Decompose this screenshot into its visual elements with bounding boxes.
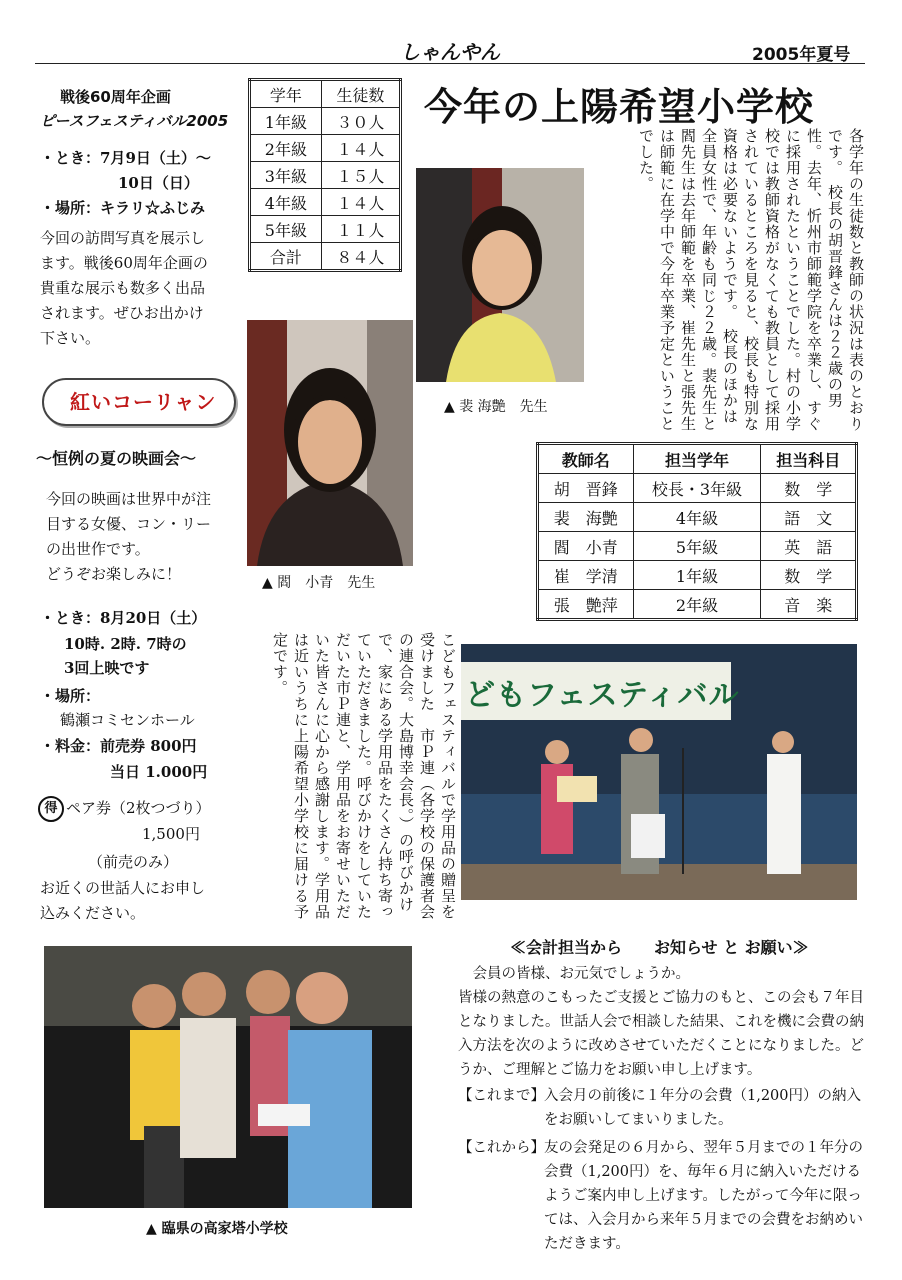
subject-cell: 数 学 xyxy=(761,561,857,590)
grade-cell: 1年級 xyxy=(633,561,761,590)
stage-banner-text: どもフェスティバル xyxy=(465,678,740,713)
festival-article: こどもフェスティバルで学用品の贈呈を受けました 市Ｐ連（各学校の保護者会の連合会。大島博幸会長。）の呼びかけで、家にある学用品をたくさん持ち寄っていただきました。呼びかけをしていただいた市Ｐ連と、学用品をお寄せいただいた皆さんに心から感謝します。学用品は近いうちに上陽希望小学校に届ける予定です。 xyxy=(271,632,457,920)
teachers-header-subject: 担当科目 xyxy=(761,444,857,474)
movie-place: 鶴瀬コミセンホール xyxy=(60,711,195,729)
name-cell: 裴 海艶 xyxy=(538,503,634,532)
table-row xyxy=(538,590,857,620)
newsletter-name: しゃんやん xyxy=(400,40,500,64)
movie-pair-price: 1,500円 xyxy=(142,825,200,843)
table-row xyxy=(250,162,401,189)
notice-title: ≪会計担当から お知らせ と お願い≫ xyxy=(510,938,809,957)
grade-cell: 2年級 xyxy=(633,590,761,620)
photo-yan-teacher xyxy=(247,320,413,566)
notice-after-text: 友の会発足の６月から、翌年５月までの１年分の会費（1,200円）を、毎年６月に納入いただけるようご案内申し上げます。したがって今年に限っては、入会月から来年５月までの会費をお納めいただきます。 xyxy=(544,1140,863,1252)
grade-cell: 4年級 xyxy=(633,503,761,532)
movie-when: ・とき：8月20日（土） xyxy=(40,609,207,627)
movie-apply: お近くの世話人にお申し 込みください。 xyxy=(40,879,206,922)
caption-yan: ▲ 閻 小青 先生 xyxy=(262,575,376,591)
movie-fee-door: 当日 1.000円 xyxy=(110,763,208,781)
grade-cell: 2年級 xyxy=(250,135,322,162)
name-cell: 胡 晋鋒 xyxy=(538,474,634,503)
students-table xyxy=(248,78,402,272)
table-row xyxy=(538,532,857,561)
peace-place: ・場所：キラリ☆ふじみ xyxy=(40,199,206,217)
count-cell: ３０人 xyxy=(321,108,400,135)
subject-cell: 語 文 xyxy=(761,503,857,532)
count-cell: １４人 xyxy=(321,135,400,162)
table-row xyxy=(250,108,401,135)
grade-cell: 3年級 xyxy=(250,162,322,189)
students-header-count: 生徒数 xyxy=(321,80,400,108)
toku-icon: 得 xyxy=(38,796,64,822)
movie-title: 紅いコーリャン xyxy=(70,390,217,414)
movie-pair: ペア券（2枚つづり） xyxy=(66,799,211,817)
count-cell: ８４人 xyxy=(321,243,400,271)
caption-school: ▲ 臨県の高家塔小学校 xyxy=(146,1221,288,1237)
movie-times2: 3回上映です xyxy=(64,659,150,677)
students-header-grade: 学年 xyxy=(250,80,322,108)
subject-cell: 英 語 xyxy=(761,532,857,561)
movie-pair-note: （前売のみ） xyxy=(88,853,179,871)
grade-cell: 5年級 xyxy=(250,216,322,243)
count-cell: １４人 xyxy=(321,189,400,216)
notice-before xyxy=(458,1084,868,1132)
movie-times1: 10時. 2時. 7時の xyxy=(64,635,187,653)
table-row xyxy=(538,503,857,532)
teachers-table xyxy=(536,442,858,621)
table-row xyxy=(538,561,857,590)
grade-cell: 5年級 xyxy=(633,532,761,561)
subject-cell: 音 楽 xyxy=(761,590,857,620)
caption-pei: ▲ 裴 海艶 先生 xyxy=(444,399,548,415)
notice-before-label: 【これまで】 xyxy=(458,1088,545,1104)
table-row xyxy=(250,189,401,216)
issue-label: 2005年夏号 xyxy=(752,45,851,65)
count-cell: １５人 xyxy=(321,162,400,189)
peace-festival-title: 戦後60周年企画 xyxy=(60,88,171,106)
peace-festival-subtitle: ピースフェスティバル2005 xyxy=(40,112,229,130)
peace-when-cont: 10日（日） xyxy=(118,174,199,192)
movie-fee: ・料金：前売券 800円 xyxy=(40,737,197,755)
grade-cell: 合計 xyxy=(250,243,322,271)
photo-pei-teacher xyxy=(416,168,584,382)
grade-cell: 4年級 xyxy=(250,189,322,216)
name-cell: 崔 学清 xyxy=(538,561,634,590)
table-row xyxy=(250,216,401,243)
movie-subtitle: ～恒例の夏の映画会～ xyxy=(36,449,197,468)
school-article: 各学年の生徒数と教師の状況は表のとおりです。 校長の胡晋鋒さんは２２歳の男性。去年、忻州市師範学院を卒業し、すぐに採用されたということでした。村の小学校では教師資格がなくても教員として採用されているところを見ると、校長も特別な資格は必要ないようです。 校長のほかは全員女性で、年齢も同じ２２歳。裴先生と閻先生は去年師範を卒業、崔先生と張先生は師範に在学中で今年卒業予定ということでした。 xyxy=(637,128,865,432)
teachers-header-grade: 担当学年 xyxy=(633,444,761,474)
name-cell: 閻 小青 xyxy=(538,532,634,561)
grade-cell: 校長・3年級 xyxy=(633,474,761,503)
grade-cell: 1年級 xyxy=(250,108,322,135)
table-row xyxy=(250,135,401,162)
header-rule xyxy=(35,63,865,64)
table-row xyxy=(250,243,401,271)
movie-desc: 今回の映画は世界中が注 目する女優、コン・リー の出世作です。 どうぞお楽しみに！ xyxy=(46,490,212,583)
headline: 今年の上陽希望小学校 xyxy=(424,85,815,129)
subject-cell: 数 学 xyxy=(761,474,857,503)
notice-after-label: 【これから】 xyxy=(458,1140,545,1156)
notice-paragraph: 皆様の熱意のこもったご支援とご協力のもと、この会も７年目となりました。世話人会で相談した結果、これを機に会費の納入方法を次のように改めさせていただくことになりました。どうか、ご理解とご協力をお願い申し上げます。 xyxy=(458,990,864,1078)
notice-after xyxy=(458,1136,868,1256)
photo-festival-stage xyxy=(461,644,857,900)
teachers-header-name: 教師名 xyxy=(538,444,634,474)
peace-when: ・とき：7月9日（土）～ xyxy=(40,149,211,167)
table-row xyxy=(538,474,857,503)
notice-body xyxy=(458,962,868,1256)
notice-before-text: 入会月の前後に１年分の会費（1,200円）の納入をお願いしてまいりました。 xyxy=(544,1088,862,1128)
count-cell: １１人 xyxy=(321,216,400,243)
notice-greeting: 会員の皆様、お元気でしょうか。 xyxy=(472,966,690,982)
movie-place-label: ・場所： xyxy=(40,687,101,705)
peace-desc: 今回の訪問写真を展示し ます。戦後60周年企画の 貴重な展示も数多く出品 されます。ぜひお出かけ 下さい。 xyxy=(40,229,208,347)
photo-school-children xyxy=(44,946,412,1208)
name-cell: 張 艶萍 xyxy=(538,590,634,620)
